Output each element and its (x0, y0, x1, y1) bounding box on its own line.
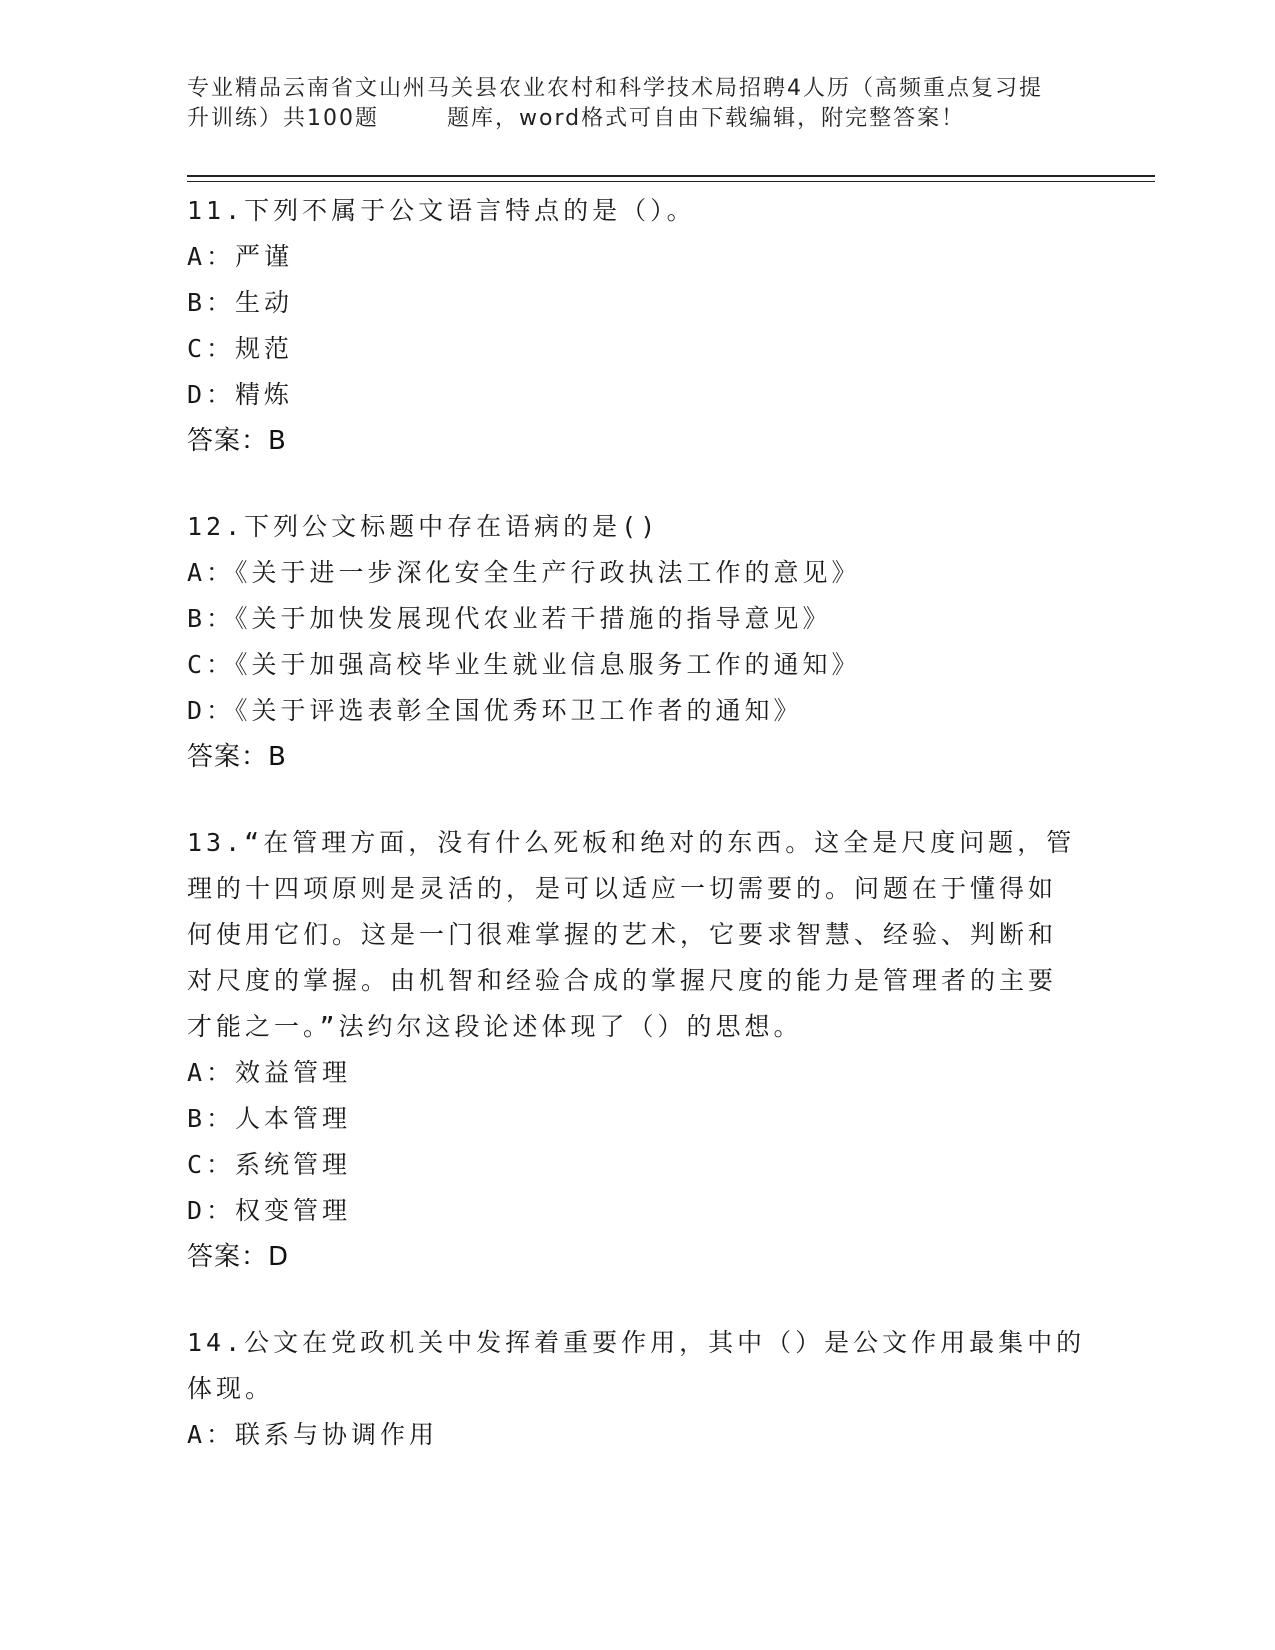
option-b: B：《关于加快发展现代农业若干措施的指导意见》 (187, 604, 832, 633)
option-b: B：人本管理 (187, 1104, 352, 1133)
header-line-1: 专业精品云南省文山州马关县农业农村和科学技术局招聘4人历（高频重点复习提 (187, 76, 1043, 101)
question-stem-line: 对尺度的掌握。由机智和经验合成的掌握尺度的能力是管理者的主要 (187, 966, 1058, 995)
header-divider-thick (187, 175, 1155, 177)
option-d: D：精炼 (187, 380, 294, 409)
question-stem: 12.下列公文标题中存在语病的是() (187, 512, 660, 541)
header-line-2 (187, 104, 1087, 134)
option-a: A：联系与协调作用 (187, 1420, 439, 1449)
header-line-2-left: 升训练）共100题 (187, 106, 379, 131)
option-b: B：生动 (187, 288, 294, 317)
question-stem-line: 何使用它们。这是一门很难掌握的艺术，它要求智慧、经验、判断和 (187, 920, 1058, 949)
answer-line: 答案：D (187, 1242, 290, 1272)
option-a: A：严谨 (187, 242, 294, 271)
question-stem-line: 理的十四项原则是灵活的，是可以适应一切需要的。问题在于懂得如 (187, 874, 1058, 903)
question-stem-line: 14.公文在党政机关中发挥着重要作用，其中（）是公文作用最集中的 (187, 1328, 1086, 1357)
question-11 (187, 188, 1087, 464)
option-a: A：《关于进一步深化安全生产行政执法工作的意见》 (187, 558, 861, 587)
question-stem-line: 才能之一。”法约尔这段论述体现了（）的思想。 (187, 1012, 803, 1041)
question-list (187, 188, 1087, 1498)
header-divider-thin (187, 181, 1155, 182)
question-13 (187, 820, 1087, 1280)
question-stem-line: 体现。 (187, 1374, 275, 1403)
header-line-2-right: 题库，word格式可自由下载编辑，附完整答案！ (447, 106, 966, 131)
option-c: C：系统管理 (187, 1150, 352, 1179)
answer-line: 答案：B (187, 742, 287, 772)
option-d: D：权变管理 (187, 1196, 352, 1225)
question-12 (187, 504, 1087, 780)
option-d: D：《关于评选表彰全国优秀环卫工作者的通知》 (187, 696, 803, 725)
answer-line: 答案：B (187, 426, 287, 456)
question-stem-line: 13.“在管理方面，没有什么死板和绝对的东西。这全是尺度问题，管 (187, 828, 1076, 857)
question-14 (187, 1320, 1087, 1458)
option-a: A：效益管理 (187, 1058, 352, 1087)
option-c: C：《关于加强高校毕业生就业信息服务工作的通知》 (187, 650, 861, 679)
document-header (187, 74, 1087, 134)
question-stem: 11.下列不属于公文语言特点的是（）。 (187, 196, 696, 225)
option-c: C：规范 (187, 334, 294, 363)
